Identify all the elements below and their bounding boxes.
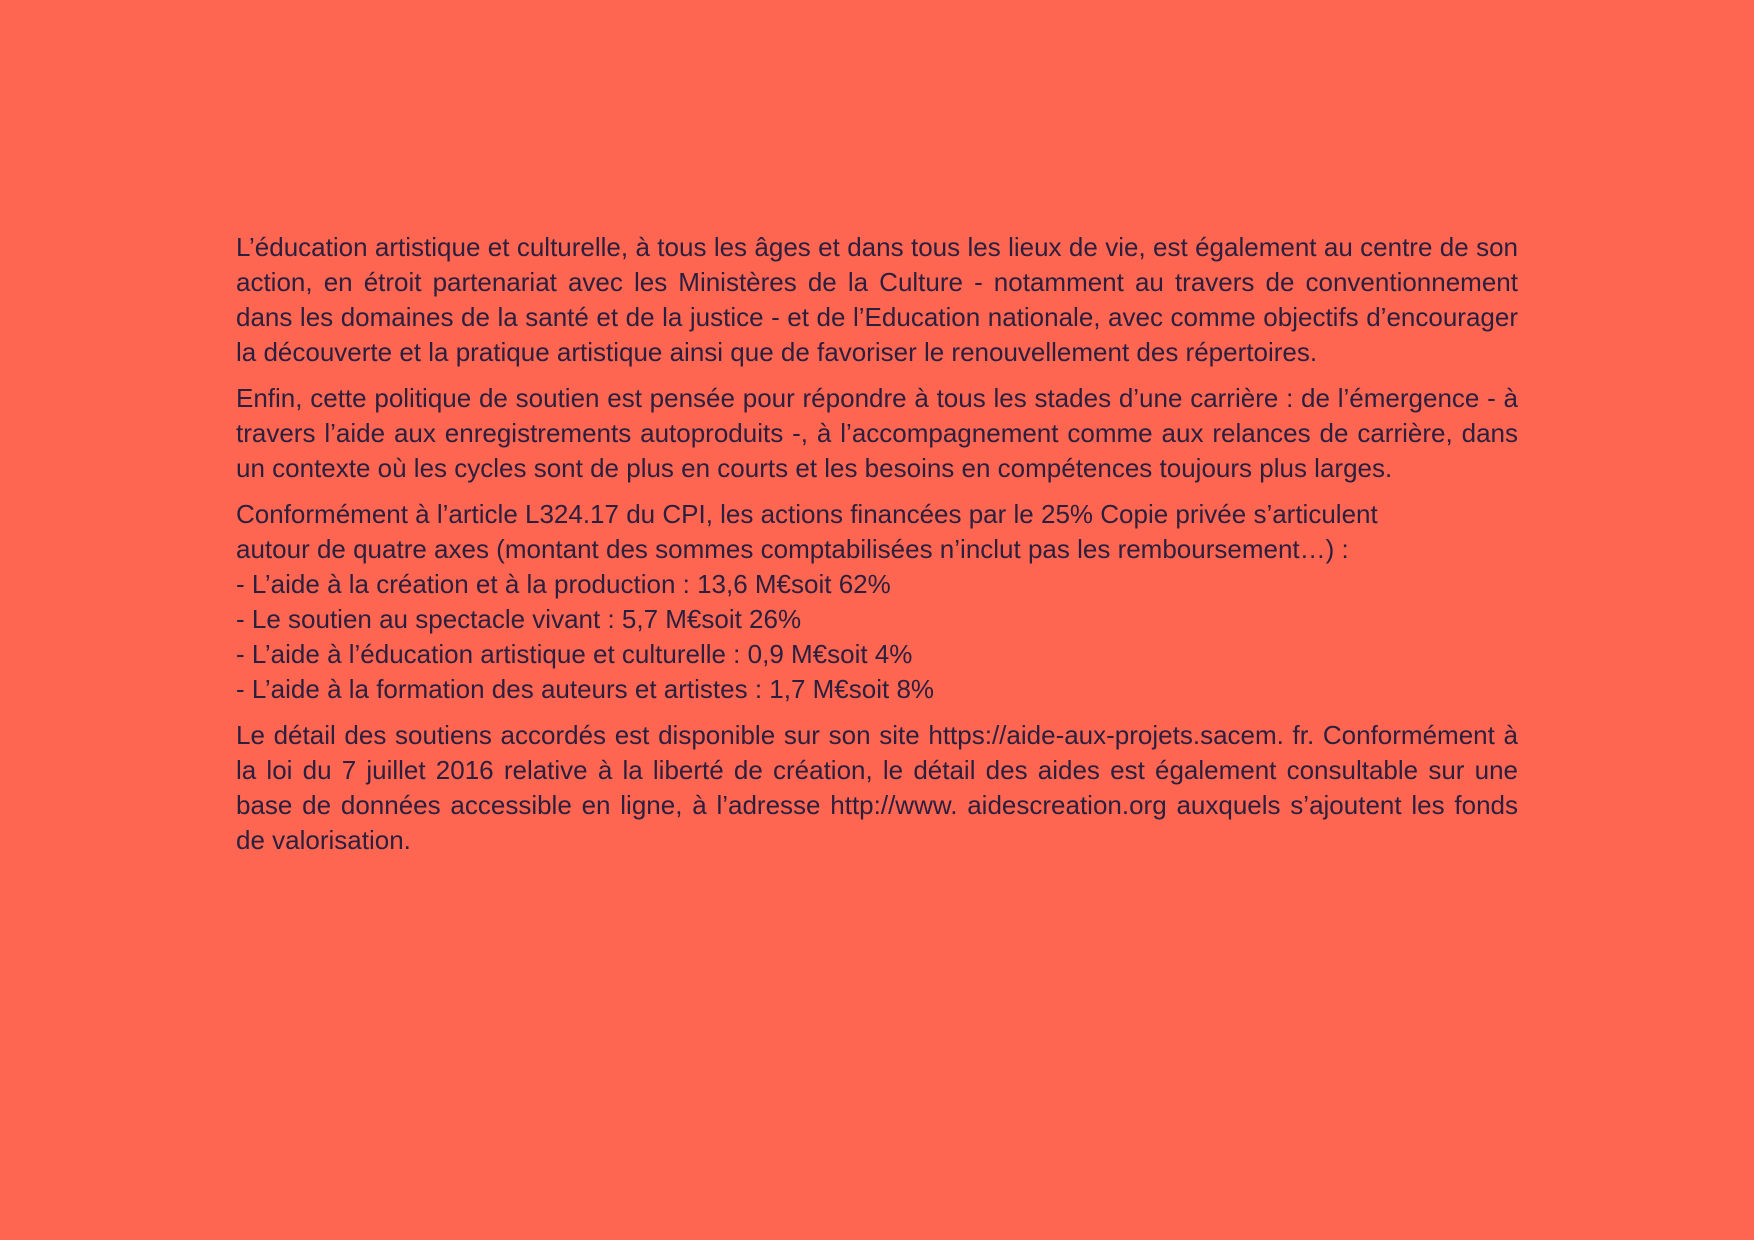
axis-item-creation: - L’aide à la création et à la production : 13,6 M€soit 62% [236,569,891,599]
axes-intro-line-1: Conformément à l’article L324.17 du CPI, les actions financées par le 25% Copie privée s’articulent [236,499,1378,529]
paragraph-funding-axes [236,497,1518,707]
body-text [236,230,1518,869]
paragraph-details-online: Le détail des soutiens accordés est disponible sur son site https://aide-aux-projets.sacem. fr. Conformément à la loi du 7 juillet 2016 relative à la liberté de création, le détail des aides est également consultable sur une base de données accessible en ligne, à l’adresse http://www. aidescreation.org auxquels s’ajoutent les fonds de valorisation. [236,720,1518,855]
axes-intro-line-2: autour de quatre axes (montant des sommes comptabilisées n’inclut pas les remboursement…) : [236,534,1349,564]
paragraph-education: L’éducation artistique et culturelle, à tous les âges et dans tous les lieux de vie, est également au centre de son action, en étroit partenariat avec les Ministères de la Culture - notamment au travers de conventionnement dans les domaines de la santé et de la justice - et de l’Education nationale, avec comme objectifs d’encourager la découverte et la pratique artistique ainsi que de favoriser le renouvellement des répertoires. [236,232,1518,367]
axis-item-training: - L’aide à la formation des auteurs et artistes : 1,7 M€soit 8% [236,674,935,704]
axis-item-education: - L’aide à l’éducation artistique et culturelle : 0,9 M€soit 4% [236,639,913,669]
paragraph-career-support: Enfin, cette politique de soutien est pensée pour répondre à tous les stades d’une carrière : de l’émergence - à travers l’aide aux enregistrements autoproduits -, à l’accompagnement comme aux relances de carrière, dans un contexte où les cycles sont de plus en courts et les besoins en compétences toujours plus larges. [236,383,1518,483]
axis-item-live-performance: - Le soutien au spectacle vivant : 5,7 M€soit 26% [236,604,802,634]
